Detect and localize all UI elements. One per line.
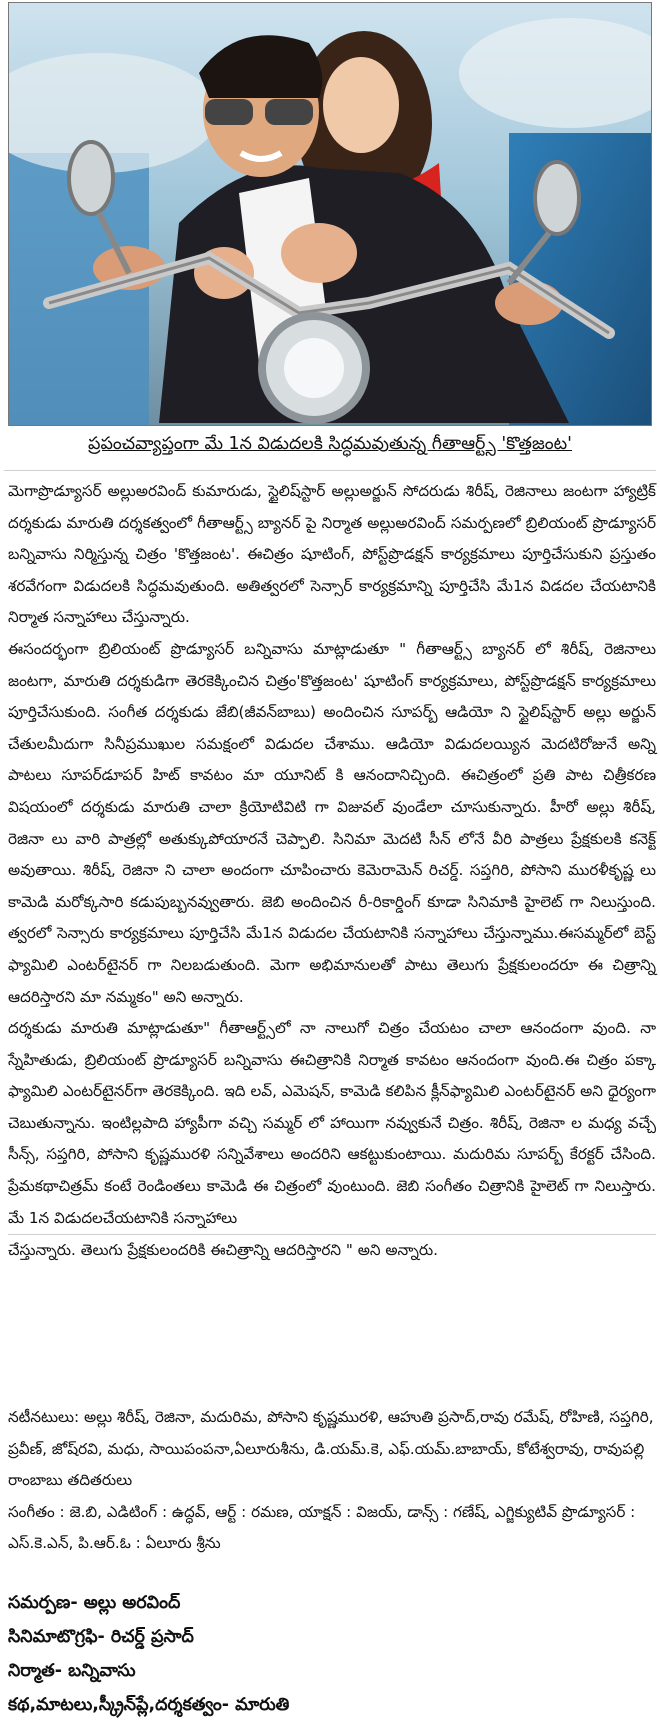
- article-paragraph: దర్శకుడు మారుతి మాట్లాడుతూ" గీతాఆర్ట్స్‌లో నా నాలుగో చిత్రం చేయటం చాలా ఆనందంగా వుంది. నా స్నేహితుడు, బ్రిలియంట్ ప్రొడ్యూసర్ బన్నివాసు ఈచిత్రానికి నిర్మాత కావటం ఆనందంగా వుంది.ఈ చిత్రం పక్కా ఫ్యామిలి ఎంటర్‌టైనర్‌గా తెరకెక్కింది. ఇది లవ్, ఎమెషన్, కామెడి కలిపిన క్లీన్‌ఫ్యామిలి ఎంటర్‌టైనర్ అని ధైర్యంగా చెబుతున్నాను. ఇంటిల్లపాది హ్యాపీగా వచ్చి సమ్మర్ లో హాయిగా నవ్వుకునే చిత్రం. శిరీష్, రెజినా ల మధ్య వచ్చే సీన్స్, సప్తగిరి, పోసాని కృష్ణమురళి సన్నివేశాలు అందరిని ఆకట్టుకుంటాయి. మదురిమ సూపర్బ్ కేరక్టర్ చేసింది. ప్రేమకథాచిత్రమ్ కంటే రెండింతలు కామెడి ఈ చిత్రంలో వుంటుంది. జెబి సంగీతం చిత్రానికి హైలెట్ గా నిలుస్తారు. మే 1న విడుదలచేయటానికి సన్నాహాలు: [8, 1013, 656, 1235]
- presenter-credit: సమర్పణ- అల్లు అరవింద్: [8, 1593, 181, 1613]
- headline-divider: [4, 470, 656, 471]
- article-paragraph: ఈసందర్భంగా బ్రిలియంట్ ప్రొడ్యూసర్ బన్నివాసు మాట్లాడుతూ " గీతాఆర్ట్స్ బ్యానర్ లో శిరీష్, రెజినాలు జంటగా, మారుతి దర్శకుడిగా తెరకెక్కించిన చిత్రం'కొత్తజంట' షూటింగ్ కార్యక్రమాలు, పోస్ట్‌ప్రొడక్షన్ కార్యక్రమాలు పూర్తిచేసుకుంది. సంగీత దర్శకుడు జేబి(జీవన్‌బాబు) అందించిన సూపర్బ్ ఆడియో ని స్టైలిష్‌స్టార్ అల్లు అర్జున్ చేతులమీదుగా సినీప్రముఖుల సమక్షంలో విడుదల చేశాము. ఆడియో విడుదలయ్యిన మెదటిరోజునే అన్ని పాటలు సూపర్‌డూపర్ హిట్ కావటం మా యూనిట్ కి ఆనందానిచ్చింది. ఈచిత్రంలో ప్రతి పాట చిత్రీకరణ విషయంలో దర్శకుడు మారుతి చాలా క్రియోటివిటి గా విజువల్ వుండేలా చూసుకున్నారు. హీరో అల్లు శిరీష్, రెజినా లు వారి పాత్రల్లో అతుక్కుపోయారనే చెప్పాలి. సినిమా మెదటి సీన్ లోనే వీరి పాత్రలు ప్రేక్షకులకి కనెక్ట్ అవుతాయి. శిరీష్, రెజినా ని చాలా అందంగా చూపించారు కెమెరామెన్ రిచర్డ్. సప్తగిరి, పోసాని మురళీకృష్ణ లు కామెడి మరోక్కసారి కడుపుబ్బనవ్వుతారు. జెబి అందించిన రీ-రికార్డింగ్ కూడా సినిమాకి హైలెట్ గా నిలుస్తుంది. త్వరలో సెన్సారు కార్యక్రమాలు పూర్తిచేసి మే1న విడుదల చేయటానికి సన్నాహాలు చేస్తున్నాము.ఈసమ్మర్‌లో బెస్ట్ ఫ్యామిలి ఎంటర్‌టైనర్ గా నిలబడుతుంది. మెగా అభిమానులతో పాటు తెలుగు ప్రేక్షకులందరూ ఈ చిత్రాన్ని ఆదరిస్తారని మా నమ్మకం" అని అన్నారు.: [8, 639, 656, 1006]
- director-credit: కథ,మాటలు,స్క్రీన్‌ప్లే,దర్శకత్వం- మారుతి: [8, 1695, 290, 1715]
- cast-crew-credits: [8, 1402, 656, 1560]
- movie-still-image: [8, 2, 652, 426]
- cast-list: నటీనటులు: అల్లు శిరీష్, రెజినా, మదురిమ, పోసాని కృష్ణమురళి, ఆహుతి ప్రసాద్,రావు రమేష్, రోహిణి, సప్తగిరి, ప్రవీణ్, జోష్‌రవి, మధు, సాయిపంపనా,ఏలూరుశీను, డి.యమ్.కె, ఎఫ్.యమ్.బాబాయ్, కోటేశ్వరావు, రావుపల్లి రాంబాబు తదితరులు: [8, 1408, 654, 1490]
- movie-still-graphic: [9, 3, 651, 425]
- article-body: [8, 476, 656, 1267]
- article-paragraph: మెగాప్రొడ్యూసర్ అల్లుఅరవింద్ కుమారుడు, స్టైలిష్‌స్టార్ అల్లుఅర్జున్ సోదరుడు శిరీష్, రెజినాలు జంటగా హ్యాట్రిక్ దర్శకుడు మారుతి దర్శకత్వంలో గీతాఆర్ట్స్ బ్యానర్ పై నిర్మాత అల్లుఅరవింద్ సమర్పణలో బ్రిలియంట్ ప్రొడ్యూసర్ బన్నివాసు నిర్మిస్తున్న చిత్రం 'కొత్తజంట'. ఈచిత్రం షూటింగ్, పోస్ట్‌ప్రొడక్షన్ కార్యక్రమాలు పూర్తిచేసుకుని ప్రస్తుతం శరవేగంగా విడుదలకి సిద్ధమవుతుంది. అతిత్వరలో సెన్సార్ కార్యక్రమాన్ని పూర్తిచేసి మే1న విడదల చేయటానికి నిర్మాత సన్నాహాలు చేస్తున్నారు.: [8, 482, 656, 627]
- article-paragraph: చేస్తున్నారు. తెలుగు ప్రేక్షకులందరికి ఈచిత్రాన్ని ఆదరిస్తారని " అని అన్నారు.: [8, 1241, 438, 1260]
- producer-credit: నిర్మాత- బన్నివాసు: [8, 1661, 136, 1681]
- crew-list: సంగీతం : జె.బి, ఎడిటింగ్ : ఉద్ధవ్, ఆర్ట్ : రమణ, యాక్షన్ : విజయ్, డాన్స్ : గణేష్, ఎగ్జిక్యుటివ్ ప్రొడ్యూసర్ : ఎస్.కె.ఎన్, పి.ఆర్.ఓ : ఏలూరు శ్రీను: [8, 1502, 636, 1553]
- article-headline: ప్రపంచవ్యాప్తంగా మే 1న విడుదలకి సిద్ధమవుతున్న గీతాఆర్ట్స్ 'కొత్తజంట': [88, 434, 572, 454]
- cinematography-credit: సినిమాటొగ్రఫి- రిచర్డ్ ప్రసాద్: [8, 1627, 194, 1647]
